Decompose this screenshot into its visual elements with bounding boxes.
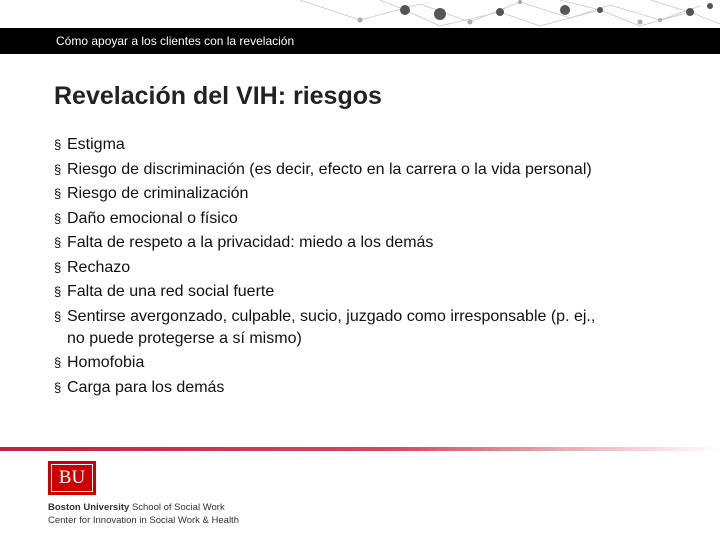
network-decoration: [0, 0, 720, 28]
bullet-text: Daño emocional o físico: [67, 209, 238, 227]
bullet-marker: §: [54, 379, 62, 395]
bullet-item: [54, 306, 607, 350]
school-name: School of Social Work: [131, 502, 225, 513]
header-band: [0, 28, 720, 54]
bullet-text: Sentirse avergonzado, culpable, sucio, juzgado como irresponsable (p. ej., no puede protegerse a sí mismo): [67, 307, 596, 347]
slide-title: Revelación del VIH: riesgos: [54, 82, 382, 110]
bullet-item: [54, 377, 694, 399]
bullet-marker: §: [54, 210, 62, 226]
bullet-marker: §: [54, 308, 62, 324]
bullet-item: [54, 257, 694, 279]
header-subtitle: Cómo apoyar a los clientes con la revelación: [56, 34, 295, 48]
bullet-marker: §: [54, 235, 62, 250]
bullet-text: Homofobia: [67, 354, 145, 371]
bullet-marker: §: [54, 355, 62, 370]
bullet-text: Falta de respeto a la privacidad: miedo a los demás: [67, 234, 434, 251]
bullet-text: Falta de una red social fuerte: [67, 283, 275, 300]
footer-center: Center for Innovation in Social Work & Health: [48, 515, 239, 526]
footer-divider: [0, 447, 720, 451]
bullet-item: [54, 183, 694, 205]
bullet-item: [54, 159, 694, 181]
bullet-item: [54, 208, 694, 230]
bullet-list: [54, 134, 694, 401]
bullet-item: [54, 134, 694, 156]
bu-logo-text: BU: [51, 464, 93, 492]
bullet-text: Riesgo de criminalización: [67, 185, 249, 202]
bu-logo: [48, 461, 96, 495]
bullet-marker: §: [54, 137, 62, 152]
bullet-text: Carga para los demás: [67, 378, 225, 396]
bullet-item: [54, 281, 694, 303]
bullet-marker: §: [54, 186, 62, 201]
bullet-text: Riesgo de discriminación (es decir, efecto en la carrera o la vida personal): [67, 160, 592, 178]
footer-institution: [48, 502, 225, 513]
bullet-item: [54, 232, 694, 254]
bullet-marker: §: [54, 259, 62, 275]
bullet-text: Estigma: [67, 136, 125, 153]
bullet-marker: §: [54, 161, 62, 177]
bullet-item: [54, 352, 694, 374]
university-name: Boston University: [48, 502, 130, 513]
bullet-text: Rechazo: [67, 258, 131, 276]
bullet-marker: §: [54, 284, 62, 299]
